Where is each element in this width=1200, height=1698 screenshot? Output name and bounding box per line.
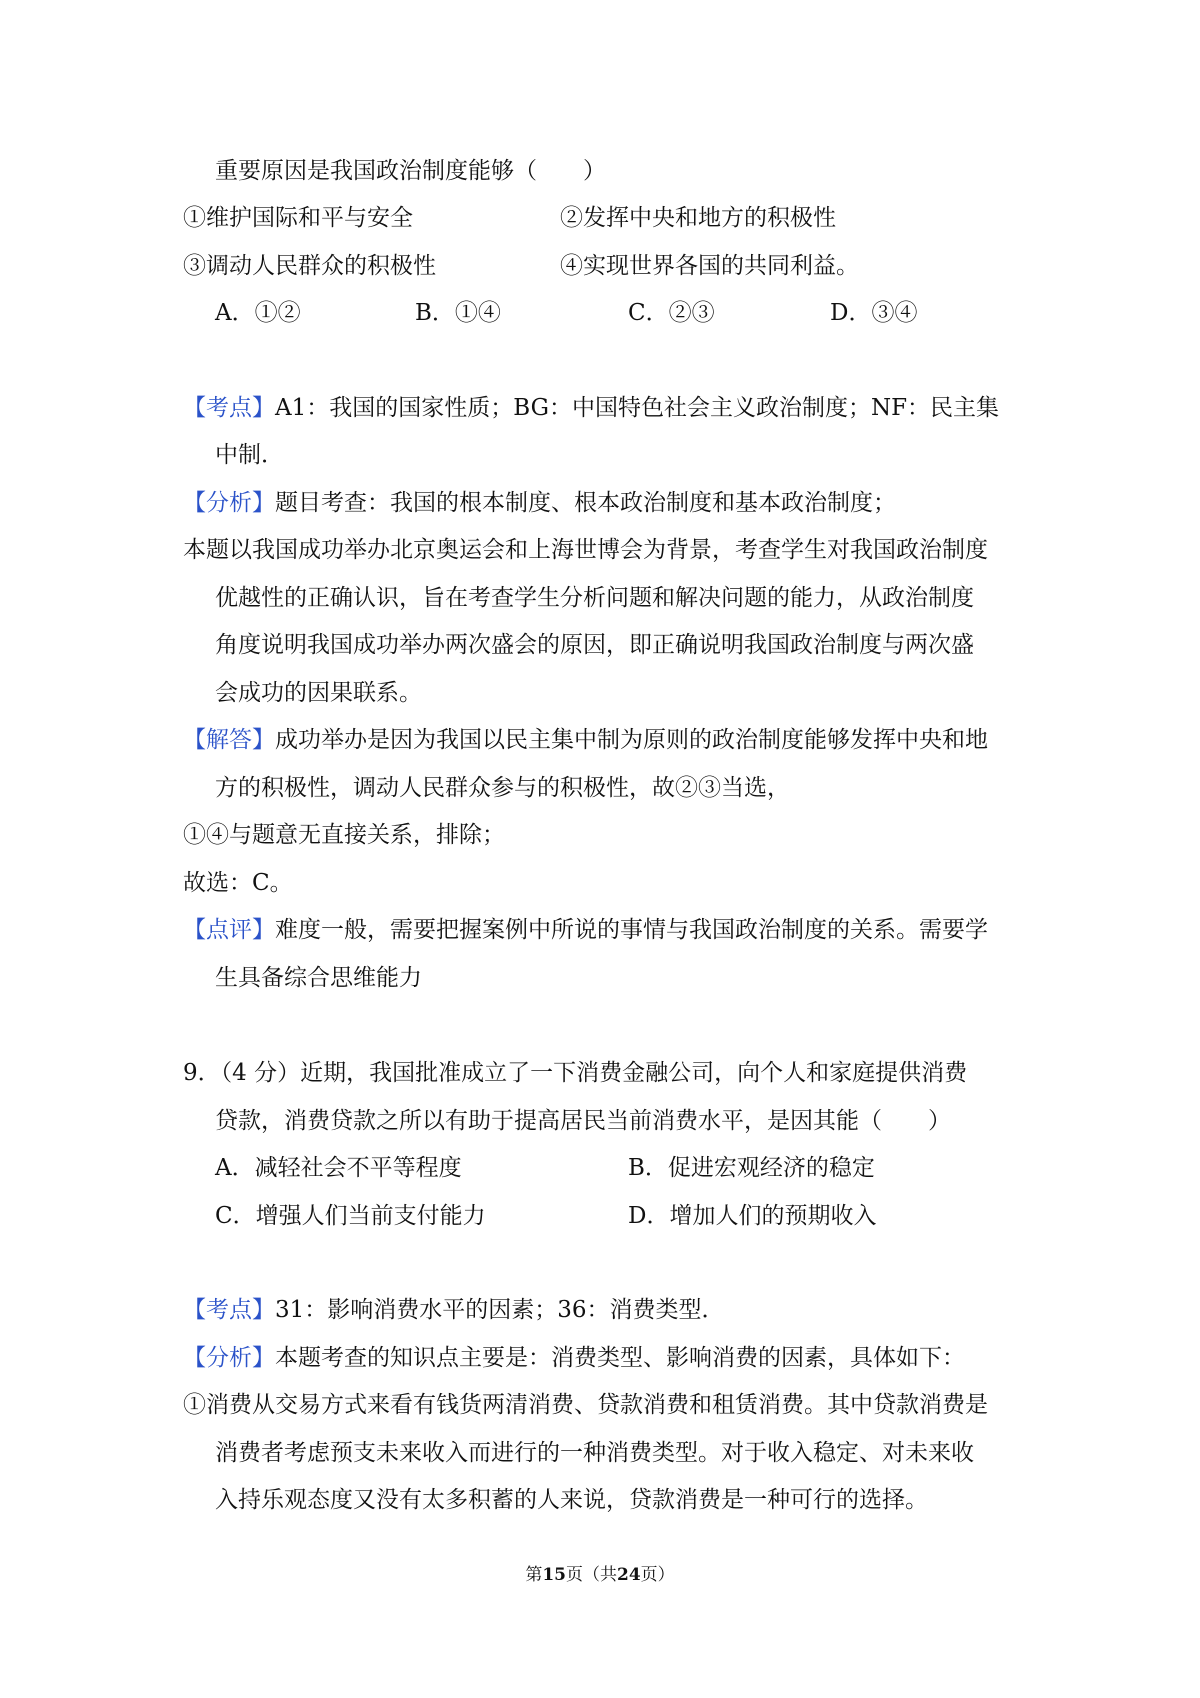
q8-jieda — [183, 725, 988, 755]
fenxi-text: 题目考查：我国的根本制度、根本政治制度和基本政治制度； — [275, 490, 896, 516]
q9-fenxi-line-2: 消费者考虑预支未来收入而进行的一种消费类型。对于收入稳定、对未来收 — [215, 1440, 974, 1466]
q8-option-d: D．③④ — [830, 300, 918, 326]
footer-middle: 页（共 — [566, 1565, 617, 1585]
q8-option-c: C．②③ — [628, 300, 715, 326]
q9-fenxi-line-3: 入持乐观态度又没有太多积蓄的人来说，贷款消费是一种可行的选择。 — [215, 1487, 928, 1513]
fenxi-tag: 【分析】 — [183, 490, 275, 516]
q8-item-3: ③调动人民群众的积极性 — [183, 253, 436, 279]
footer-total-pages: 24 — [617, 1565, 641, 1585]
q9-option-a: A．减轻社会不平等程度 — [215, 1155, 462, 1181]
kaodian-tag: 【考点】 — [183, 395, 275, 421]
q8-option-a: A．①② — [215, 300, 301, 326]
jieda-tag: 【解答】 — [183, 727, 275, 753]
q8-fenxi-line-4: 会成功的因果联系。 — [215, 680, 422, 706]
q8-answer: 故选：C。 — [183, 870, 293, 896]
q8-option-b: B．①④ — [415, 300, 501, 326]
kaodian-text: A1：我国的国家性质；BG：中国特色社会主义政治制度；NF：民主集 — [275, 395, 1000, 421]
jieda-text: 成功举办是因为我国以民主集中制为原则的政治制度能够发挥中央和地 — [275, 727, 988, 753]
page-footer — [0, 1560, 1200, 1585]
q9-fenxi — [183, 1343, 965, 1373]
fenxi-tag: 【分析】 — [183, 1345, 275, 1371]
fenxi-text: 本题考查的知识点主要是：消费类型、影响消费的因素，具体如下： — [275, 1345, 965, 1371]
q8-item-4: ④实现世界各国的共同利益。 — [560, 253, 859, 279]
q8-jieda-line-2: 方的积极性，调动人民群众参与的积极性，故②③当选， — [215, 775, 790, 801]
q8-dianping-line-2: 生具备综合思维能力 — [215, 965, 422, 991]
q9-option-d: D．增加人们的预期收入 — [628, 1203, 877, 1229]
q8-kaodian — [183, 393, 999, 423]
q8-stem-tail: 重要原因是我国政治制度能够（ ） — [215, 158, 606, 184]
q8-item-2: ②发挥中央和地方的积极性 — [560, 205, 836, 231]
q9-option-c: C．增强人们当前支付能力 — [215, 1203, 486, 1229]
q8-fenxi-line-1: 本题以我国成功举办北京奥运会和上海世博会为背景，考查学生对我国政治制度 — [183, 537, 988, 563]
q9-kaodian — [183, 1295, 725, 1325]
q8-item-1: ①维护国际和平与安全 — [183, 205, 413, 231]
q8-fenxi-line-2: 优越性的正确认识，旨在考查学生分析问题和解决问题的能力，从政治制度 — [215, 585, 974, 611]
footer-prefix: 第 — [525, 1565, 543, 1585]
q8-dianping — [183, 915, 988, 945]
q9-option-b: B．促进宏观经济的稳定 — [628, 1155, 875, 1181]
kaodian-text: 31：影响消费水平的因素；36：消费类型． — [275, 1297, 725, 1323]
dianping-tag: 【点评】 — [183, 917, 275, 943]
kaodian-tag: 【考点】 — [183, 1297, 275, 1323]
q9-fenxi-line-1: ①消费从交易方式来看有钱货两清消费、贷款消费和租赁消费。其中贷款消费是 — [183, 1392, 988, 1418]
footer-page-number: 15 — [542, 1565, 566, 1585]
q8-fenxi-line-3: 角度说明我国成功举办两次盛会的原因，即正确说明我国政治制度与两次盛 — [215, 632, 974, 658]
dianping-text: 难度一般，需要把握案例中所说的事情与我国政治制度的关系。需要学 — [275, 917, 988, 943]
q9-stem-1: 9．（4 分）近期，我国批准成立了一下消费金融公司，向个人和家庭提供消费 — [183, 1060, 968, 1086]
q8-fenxi — [183, 488, 896, 518]
q8-kaodian-cont: 中制． — [215, 442, 284, 468]
q8-jieda-line-3: ①④与题意无直接关系，排除； — [183, 822, 505, 848]
q9-stem-2: 贷款，消费贷款之所以有助于提高居民当前消费水平，是因其能（ ） — [215, 1108, 951, 1134]
footer-suffix: 页） — [640, 1565, 675, 1585]
